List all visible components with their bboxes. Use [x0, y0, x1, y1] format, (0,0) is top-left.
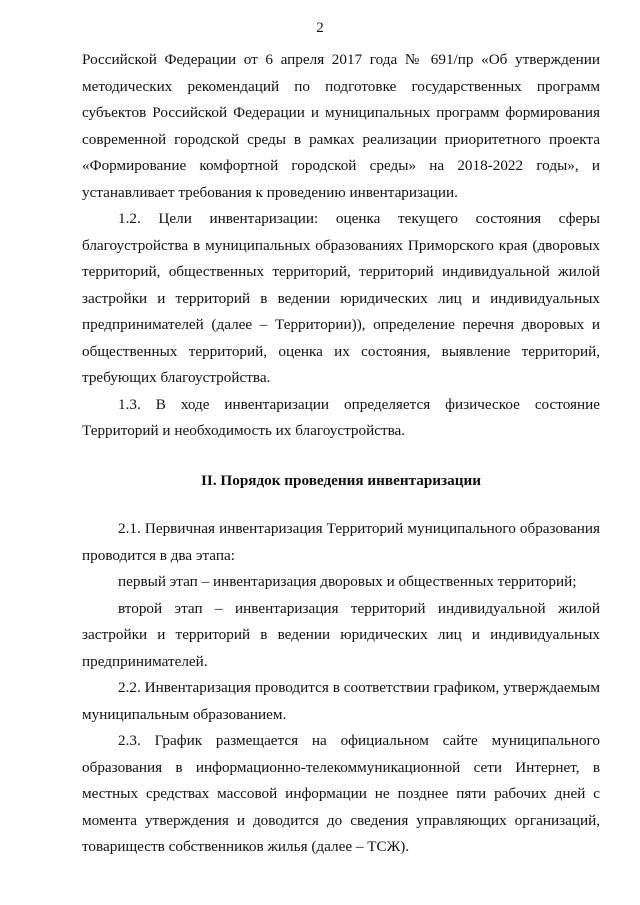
document-body — [82, 47, 600, 861]
paragraph-1-3: 1.3. В ходе инвентаризации определяется физическое состояние Территорий и необходимость их благоустройства. — [82, 395, 600, 439]
paragraph-2-1: 2.1. Первичная инвентаризация Территорий муниципального образования проводится в два этапа: — [82, 520, 600, 564]
paragraph-stage-2: второй этап – инвентаризация территорий индивидуальной жилой застройки и территорий в ведении юридических лиц и индивидуальных предпринимателей. — [82, 599, 600, 670]
paragraph-continuation: Российской Федерации от 6 апреля 2017 года № 691/пр «Об утверждении методических рекомендаций по подготовке государственных программ субъектов Российской Федерации и муниципальных программ формирования современной городской среды в рамках реализации приоритетного проекта «Формирование комфортной городской среды» на 2018-2022 годы», и устанавливает требования к проведению инвентаризации. — [82, 51, 600, 201]
paragraph-2-3: 2.3. График размещается на официальном сайте муниципального образования в информационно-телекоммуникационной сети Интернет, в местных средствах массовой информации не позднее пяти рабочих дней с момента утверждения и доводится до сведения управляющих организаций, товариществ собственников жилья (далее – ТСЖ). — [82, 732, 600, 855]
paragraph-2-2: 2.2. Инвентаризация проводится в соответствии графиком, утверждаемым муниципальным образованием. — [82, 679, 600, 723]
page-number: 2 — [316, 20, 324, 36]
section-heading: II. Порядок проведения инвентаризации — [201, 471, 481, 489]
paragraph-stage-1: первый этап – инвентаризация дворовых и общественных территорий; — [118, 573, 577, 590]
paragraph-1-2: 1.2. Цели инвентаризации: оценка текущего состояния сферы благоустройства в муниципальных образованиях Приморского края (дворовых территорий, общественных территорий, территорий индивидуальной жилой застройки и территорий в ведении юридических лиц и индивидуальных предпринимателей (далее – Территории)), определение перечня дворовых и общественных территорий, оценка их состояния, выявление территорий, требующих благоустройства. — [82, 210, 600, 386]
